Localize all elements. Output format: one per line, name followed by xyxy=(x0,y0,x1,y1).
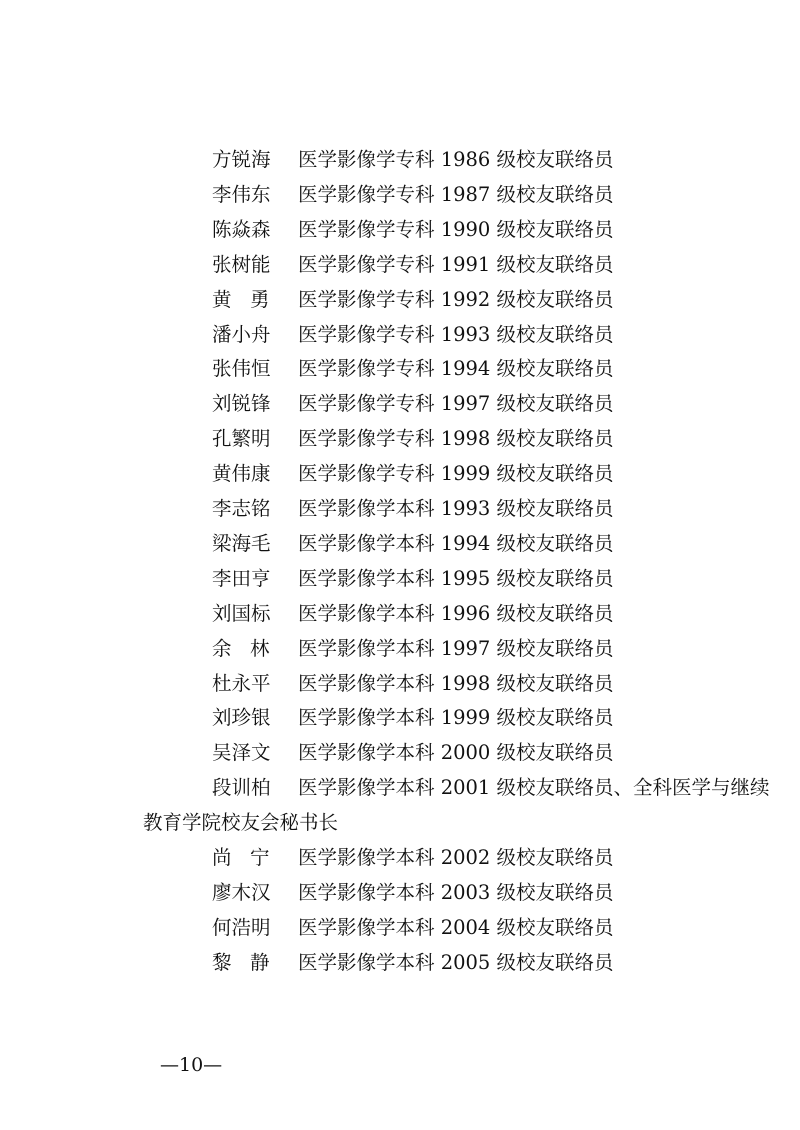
list-item xyxy=(212,596,760,632)
person-name: 黎静 xyxy=(212,951,289,974)
person-name: 廖木汉 xyxy=(212,881,271,904)
person-role: 医学影像学专科 1992 级校友联络员 xyxy=(298,288,614,311)
person-name: 张树能 xyxy=(212,253,271,276)
list-item xyxy=(212,631,760,667)
list-item xyxy=(212,526,760,562)
list-item xyxy=(212,700,760,736)
person-name: 段训柏 xyxy=(212,776,271,799)
person-role: 医学影像学本科 1993 级校友联络员 xyxy=(298,497,614,520)
list-item xyxy=(212,910,760,946)
person-name: 余林 xyxy=(212,637,289,660)
person-name: 吴泽文 xyxy=(212,741,271,764)
list-item xyxy=(212,945,760,981)
person-role: 医学影像学本科 2004 级校友联络员 xyxy=(298,916,614,939)
person-name: 方锐海 xyxy=(212,148,271,171)
list-item xyxy=(212,142,760,178)
person-role: 医学影像学本科 2001 级校友联络员、全科医学与继续 xyxy=(298,776,770,799)
person-name: 黄勇 xyxy=(212,288,289,311)
list-item xyxy=(212,666,760,702)
person-role: 医学影像学本科 1994 级校友联络员 xyxy=(298,532,614,555)
person-name: 黄伟康 xyxy=(212,462,271,485)
list-item xyxy=(212,386,760,422)
list-item xyxy=(212,735,760,771)
list-item xyxy=(212,351,760,387)
person-name: 李志铭 xyxy=(212,497,271,520)
person-name: 梁海毛 xyxy=(212,532,271,555)
person-role: 医学影像学专科 1997 级校友联络员 xyxy=(298,392,614,415)
person-name: 杜永平 xyxy=(212,672,271,695)
person-name: 刘珍银 xyxy=(212,706,271,729)
list-item xyxy=(212,212,760,248)
person-name: 刘锐锋 xyxy=(212,392,271,415)
person-role: 医学影像学本科 1995 级校友联络员 xyxy=(298,567,614,590)
person-role: 医学影像学本科 1996 级校友联络员 xyxy=(298,602,614,625)
person-role: 医学影像学本科 2000 级校友联络员 xyxy=(298,741,614,764)
person-role: 医学影像学专科 1991 级校友联络员 xyxy=(298,253,614,276)
person-role: 医学影像学专科 1993 级校友联络员 xyxy=(298,323,614,346)
person-name: 张伟恒 xyxy=(212,357,271,380)
person-name: 何浩明 xyxy=(212,916,271,939)
list-item xyxy=(212,770,770,806)
list-item xyxy=(212,491,760,527)
person-role: 医学影像学专科 1999 级校友联络员 xyxy=(298,462,614,485)
page-number: —10— xyxy=(160,1054,223,1076)
person-role: 医学影像学本科 1998 级校友联络员 xyxy=(298,672,614,695)
person-role: 医学影像学专科 1986 级校友联络员 xyxy=(298,148,614,171)
person-role: 医学影像学本科 1997 级校友联络员 xyxy=(298,637,614,660)
list-item xyxy=(212,456,760,492)
list-item xyxy=(212,840,760,876)
list-item xyxy=(212,875,760,911)
person-role: 医学影像学专科 1998 级校友联络员 xyxy=(298,427,614,450)
person-name: 孔繁明 xyxy=(212,427,271,450)
person-name: 尚宁 xyxy=(212,846,289,869)
person-role: 医学影像学专科 1987 级校友联络员 xyxy=(298,183,614,206)
person-name: 李伟东 xyxy=(212,183,271,206)
person-name: 刘国标 xyxy=(212,602,271,625)
list-item xyxy=(212,247,760,283)
person-role: 医学影像学本科 2003 级校友联络员 xyxy=(298,881,614,904)
person-role: 医学影像学本科 2002 级校友联络员 xyxy=(298,846,614,869)
person-role: 医学影像学本科 2005 级校友联络员 xyxy=(298,951,614,974)
list-item xyxy=(212,282,760,318)
person-role: 医学影像学专科 1990 级校友联络员 xyxy=(298,218,614,241)
list-item xyxy=(212,421,760,457)
list-item xyxy=(212,317,760,353)
person-name: 陈焱森 xyxy=(212,218,271,241)
list-item xyxy=(212,177,760,213)
person-name: 李田亨 xyxy=(212,567,271,590)
entry-continuation: 教育学院校友会秘书长 xyxy=(143,811,339,834)
list-item xyxy=(212,561,760,597)
person-role: 医学影像学专科 1994 级校友联络员 xyxy=(298,357,614,380)
person-role: 医学影像学本科 1999 级校友联络员 xyxy=(298,706,614,729)
person-name: 潘小舟 xyxy=(212,323,271,346)
